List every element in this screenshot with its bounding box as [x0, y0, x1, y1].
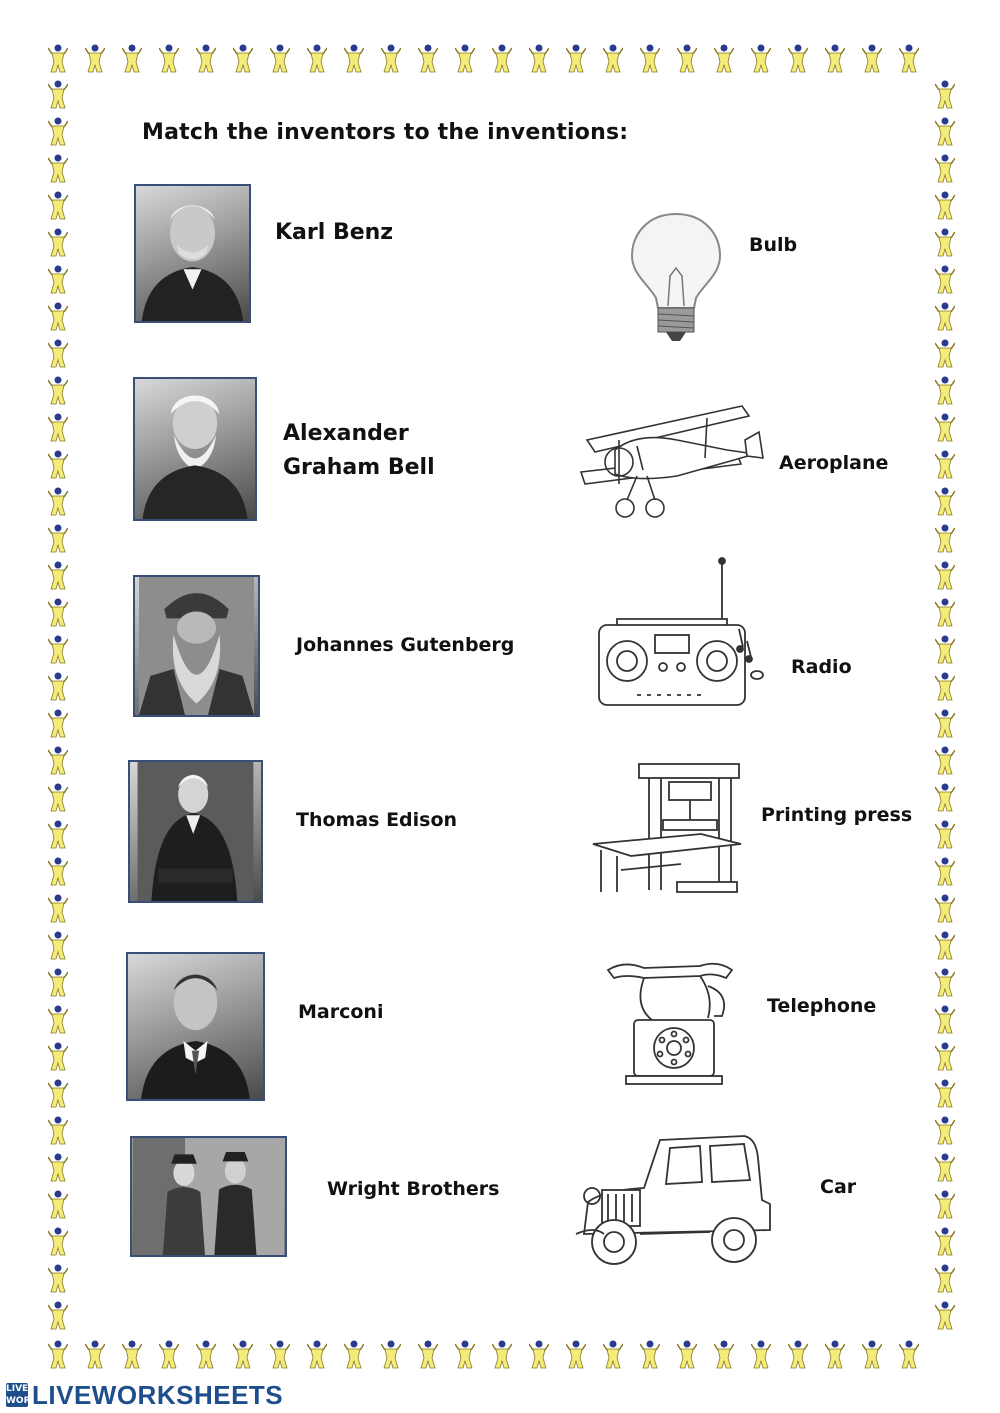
border-figure-icon: [48, 117, 68, 147]
border-figure-icon: [85, 44, 105, 74]
border-figure-icon: [159, 44, 179, 74]
border-figure-icon: [935, 191, 955, 221]
portrait-alexander-graham-bell: [133, 377, 257, 521]
border-figure-icon: [862, 44, 882, 74]
border-figure-icon: [48, 783, 68, 813]
border-figure-icon: [899, 44, 919, 74]
border-figure-icon: [48, 191, 68, 221]
border-figure-icon: [48, 1227, 68, 1257]
border-figure-icon: [492, 1340, 512, 1370]
border-figure-icon: [122, 1340, 142, 1370]
border-figure-icon: [270, 44, 290, 74]
border-figure-icon: [159, 1340, 179, 1370]
border-figure-icon: [751, 44, 771, 74]
inventor-name-wright-brothers: Wright Brothers: [327, 1178, 500, 1200]
border-figure-icon: [603, 44, 623, 74]
person-portrait-icon: [135, 379, 255, 519]
printing-press-icon: [591, 760, 751, 898]
border-figure-icon: [48, 524, 68, 554]
border-figure-icon: [935, 746, 955, 776]
border-figure-icon: [935, 413, 955, 443]
portrait-thomas-edison: [128, 760, 263, 903]
border-figure-icon: [418, 44, 438, 74]
border-figure-icon: [48, 413, 68, 443]
border-figure-icon: [935, 635, 955, 665]
border-figure-icon: [48, 894, 68, 924]
border-figure-icon: [492, 44, 512, 74]
border-figure-icon: [825, 44, 845, 74]
border-figure-icon: [935, 1301, 955, 1331]
border-figure-icon: [935, 931, 955, 961]
border-figure-icon: [935, 709, 955, 739]
border-figure-icon: [935, 1042, 955, 1072]
inventor-name-johannes-gutenberg: Johannes Gutenberg: [296, 634, 515, 656]
border-figure-icon: [48, 450, 68, 480]
border-figure-icon: [48, 376, 68, 406]
border-figure-icon: [48, 561, 68, 591]
border-figure-icon: [640, 44, 660, 74]
light-bulb-icon: [626, 210, 726, 345]
portrait-johannes-gutenberg: [133, 575, 260, 717]
border-figure-icon: [677, 44, 697, 74]
person-portrait-icon: [128, 954, 263, 1099]
border-figure-icon: [935, 894, 955, 924]
border-figure-icon: [48, 1264, 68, 1294]
portrait-marconi: [126, 952, 265, 1101]
border-figure-icon: [381, 1340, 401, 1370]
border-figure-icon: [751, 1340, 771, 1370]
invention-label-bulb: Bulb: [749, 234, 798, 256]
border-figure-icon: [455, 44, 475, 74]
person-portrait-icon: [136, 186, 249, 321]
border-figure-icon: [48, 1153, 68, 1183]
person-portrait-icon: [135, 577, 258, 715]
border-figure-icon: [640, 1340, 660, 1370]
border-figure-icon: [935, 524, 955, 554]
border-figure-icon: [935, 339, 955, 369]
invention-label-car: Car: [820, 1176, 857, 1198]
border-figure-icon: [48, 968, 68, 998]
border-figure-icon: [935, 672, 955, 702]
border-figure-icon: [233, 1340, 253, 1370]
border-figure-icon: [48, 598, 68, 628]
border-figure-icon: [48, 339, 68, 369]
inventor-name-marconi: Marconi: [298, 1001, 384, 1023]
inventor-name-thomas-edison: Thomas Edison: [296, 809, 458, 831]
border-figure-icon: [307, 1340, 327, 1370]
border-figure-icon: [935, 117, 955, 147]
border-figure-icon: [899, 1340, 919, 1370]
border-figure-icon: [935, 302, 955, 332]
liveworksheets-logo: [6, 1381, 283, 1409]
border-figure-icon: [122, 44, 142, 74]
border-figure-icon: [529, 44, 549, 74]
border-figure-icon: [48, 857, 68, 887]
invention-label-printing-press: Printing press: [761, 804, 913, 826]
border-figure-icon: [196, 1340, 216, 1370]
border-figure-icon: [48, 487, 68, 517]
border-figure-icon: [85, 1340, 105, 1370]
border-figure-icon: [418, 1340, 438, 1370]
border-figure-icon: [48, 228, 68, 258]
border-figure-icon: [48, 1079, 68, 1109]
border-figure-icon: [48, 44, 68, 74]
border-figure-icon: [935, 228, 955, 258]
border-figure-icon: [48, 746, 68, 776]
border-figure-icon: [48, 820, 68, 850]
border-figure-icon: [270, 1340, 290, 1370]
border-figure-icon: [935, 1153, 955, 1183]
border-figure-icon: [825, 1340, 845, 1370]
border-figure-icon: [935, 1005, 955, 1035]
border-figure-icon: [48, 154, 68, 184]
border-figure-icon: [48, 265, 68, 295]
invention-label-telephone: Telephone: [767, 995, 877, 1017]
border-figure-icon: [935, 450, 955, 480]
border-figure-icon: [566, 1340, 586, 1370]
border-figure-icon: [196, 44, 216, 74]
border-figure-icon: [307, 44, 327, 74]
two-people-portrait-icon: [132, 1138, 285, 1255]
border-figure-icon: [714, 44, 734, 74]
border-figure-icon: [48, 672, 68, 702]
border-figure-icon: [48, 635, 68, 665]
border-figure-icon: [935, 154, 955, 184]
logo-brand-text: LIVEWORKSHEETS: [32, 1379, 284, 1410]
border-figure-icon: [935, 968, 955, 998]
border-figure-icon: [935, 80, 955, 110]
portrait-wright-brothers: [130, 1136, 287, 1257]
border-figure-icon: [862, 1340, 882, 1370]
border-figure-icon: [48, 1190, 68, 1220]
vintage-car-icon: [574, 1130, 779, 1270]
logo-badge: LIVE WORK: [6, 1384, 38, 1406]
border-figure-icon: [48, 80, 68, 110]
border-figure-icon: [788, 44, 808, 74]
border-figure-icon: [935, 783, 955, 813]
border-figure-icon: [714, 1340, 734, 1370]
boombox-radio-icon: [597, 557, 767, 709]
border-figure-icon: [935, 561, 955, 591]
border-figure-icon: [566, 44, 586, 74]
border-figure-icon: [935, 1079, 955, 1109]
border-figure-icon: [935, 857, 955, 887]
biplane-icon: [577, 392, 772, 527]
border-figure-icon: [935, 376, 955, 406]
border-figure-icon: [603, 1340, 623, 1370]
inventor-name-alexander-graham-bell: Alexander Graham Bell: [283, 421, 435, 480]
border-figure-icon: [529, 1340, 549, 1370]
border-figure-icon: [48, 1340, 68, 1370]
border-figure-icon: [935, 598, 955, 628]
border-figure-icon: [48, 1005, 68, 1035]
border-figure-icon: [48, 302, 68, 332]
border-figure-icon: [233, 44, 253, 74]
invention-label-aeroplane: Aeroplane: [779, 452, 889, 474]
invention-label-radio: Radio: [791, 656, 852, 678]
border-figure-icon: [935, 1116, 955, 1146]
border-figure-icon: [935, 487, 955, 517]
border-figure-icon: [935, 265, 955, 295]
inventor-name-karl-benz: Karl Benz: [275, 220, 394, 245]
border-figure-icon: [48, 1042, 68, 1072]
border-figure-icon: [48, 709, 68, 739]
border-figure-icon: [381, 44, 401, 74]
portrait-karl-benz: [134, 184, 251, 323]
border-figure-icon: [935, 820, 955, 850]
border-figure-icon: [48, 1301, 68, 1331]
border-figure-icon: [344, 44, 364, 74]
border-figure-icon: [455, 1340, 475, 1370]
border-figure-icon: [935, 1190, 955, 1220]
worksheet-title: Match the inventors to the inventions:: [142, 120, 629, 145]
border-figure-icon: [935, 1227, 955, 1257]
border-figure-icon: [935, 1264, 955, 1294]
border-figure-icon: [48, 931, 68, 961]
person-portrait-icon: [130, 762, 261, 901]
border-figure-icon: [788, 1340, 808, 1370]
border-figure-icon: [344, 1340, 364, 1370]
border-figure-icon: [677, 1340, 697, 1370]
border-figure-icon: [48, 1116, 68, 1146]
rotary-telephone-icon: [604, 956, 736, 1088]
